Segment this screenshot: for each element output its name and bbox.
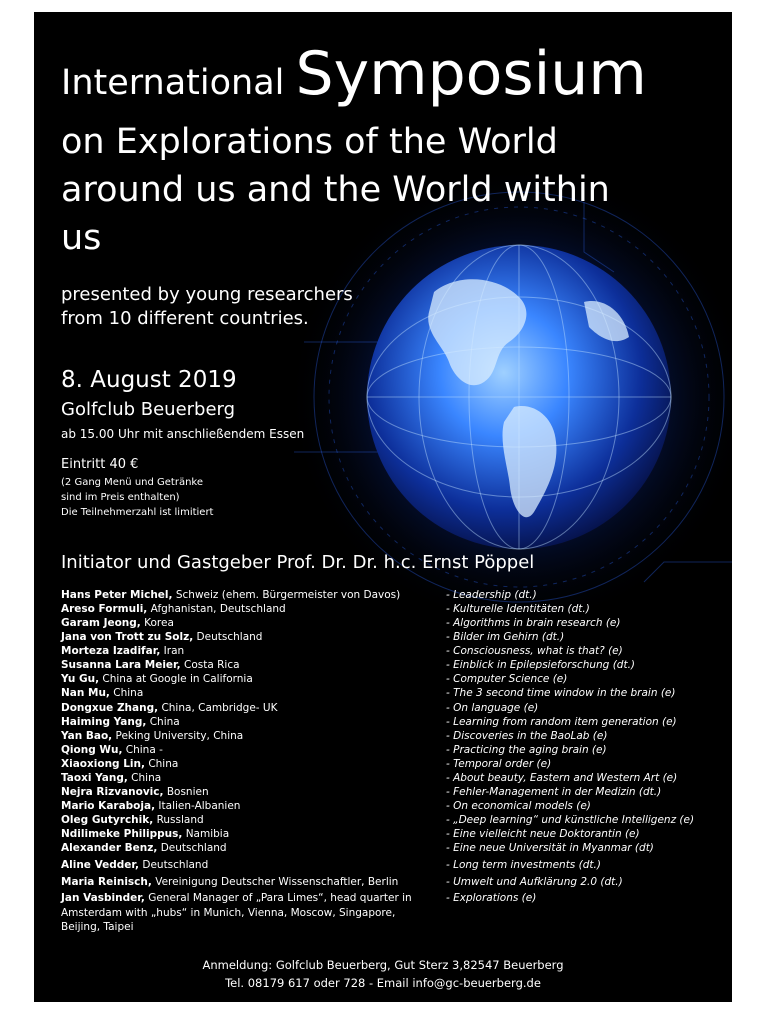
speaker-row <box>61 602 286 616</box>
speaker-name: Jana von Trott zu Solz, <box>61 631 194 643</box>
speaker-name: Garam Jeong, <box>61 617 141 629</box>
speaker-origin: Costa Rica <box>180 659 240 671</box>
speaker-row <box>61 875 398 889</box>
speaker-row <box>61 672 253 686</box>
footer-registration: Anmeldung: Golfclub Beuerberg, Gut Sterz 3,82547 Beuerberg <box>202 958 564 972</box>
fee-note-1: (2 Gang Menü und Getränke <box>61 477 204 488</box>
speaker-row <box>61 813 204 827</box>
speaker-name: Haiming Yang, <box>61 716 147 728</box>
speaker-name: Mario Karaboja, <box>61 800 156 812</box>
speaker-row <box>61 701 278 715</box>
speaker-origin: Peking University, China <box>112 730 244 742</box>
speaker-topic: - Leadership (dt.) <box>446 589 537 601</box>
speaker-name: Yan Bao, <box>61 730 113 742</box>
speaker-topic: - On language (e) <box>446 702 539 714</box>
speaker-origin: China <box>127 772 162 784</box>
fee-note-3: Die Teilnehmerzahl ist limitiert <box>61 507 214 518</box>
speaker-origin: Afghanistan, Deutschland <box>147 603 286 615</box>
speaker-row <box>61 715 180 729</box>
subtitle-line-1: presented by young researchers <box>61 284 353 305</box>
speaker-topic: - About beauty, Eastern and Western Art (e) <box>446 772 678 784</box>
speaker-origin: Iran <box>160 645 185 657</box>
footer-contact: Tel. 08179 617 oder 728 - Email info@gc-beuerberg.de <box>225 976 541 990</box>
speaker-name: Dongxue Zhang, <box>61 702 159 714</box>
speaker-topic: - Fehler-Management in der Medizin (dt.) <box>446 786 662 798</box>
speaker-name: Susanna Lara Meier, <box>61 659 181 671</box>
speaker-row <box>61 757 178 771</box>
event-date: 8. August 2019 <box>61 367 237 393</box>
speaker-topic: - Practicing the aging brain (e) <box>446 744 607 756</box>
speaker-name: Ndilimeke Philippus, <box>61 828 183 840</box>
speaker-topic: - Computer Science (e) <box>446 673 568 685</box>
speaker-origin: Schweiz (ehem. Bürgermeister von Davos) <box>172 589 401 601</box>
speaker-topic: - Discoveries in the BaoLab (e) <box>446 730 608 742</box>
speaker-origin: Deutschland <box>139 859 209 871</box>
speaker-origin: Namibia <box>182 828 230 840</box>
speaker-row <box>61 686 143 700</box>
speaker-row <box>61 799 240 813</box>
initiator-line: Initiator und Gastgeber Prof. Dr. Dr. h.c. Ernst Pöppel <box>61 552 535 573</box>
speaker-row <box>61 743 163 757</box>
speaker-topic: - On economical models (e) <box>446 800 591 812</box>
speaker-row <box>61 658 240 672</box>
speaker-name: Nejra Rizvanovic, <box>61 786 164 798</box>
speaker-topic: - Eine neue Universität in Myanmar (dt) <box>446 842 654 854</box>
speaker-origin: Russland <box>153 814 204 826</box>
speaker-topic: - Einblick in Epilepsieforschung (dt.) <box>446 659 635 671</box>
speaker-name: Alexander Benz, <box>61 842 158 854</box>
speaker-row <box>61 771 161 785</box>
event-time: ab 15.00 Uhr mit anschließendem Essen <box>61 427 305 441</box>
title-highlight: Symposium <box>295 39 647 109</box>
speaker-topic: - Learning from random item generation (e) <box>446 716 677 728</box>
speaker-topic: - Temporal order (e) <box>446 758 552 770</box>
speaker-topic: - Bilder im Gehirn (dt.) <box>446 631 565 643</box>
speaker-name: Areso Formuli, <box>61 603 148 615</box>
speaker-row <box>61 588 400 602</box>
speaker-topic: - The 3 second time window in the brain (e) <box>446 687 676 699</box>
speaker-origin: Deutschland <box>193 631 263 643</box>
speaker-origin: Vereinigung Deutscher Wissenschaftler, Berlin <box>151 876 399 888</box>
speaker-topic: - Eine vielleicht neue Doktorantin (e) <box>446 828 640 840</box>
speaker-name: Taoxi Yang, <box>61 772 128 784</box>
speaker-topic: - Consciousness, what is that? (e) <box>446 645 623 657</box>
speaker-name: Oleg Gutyrchik, <box>61 814 154 826</box>
speaker-origin: China, Cambridge- UK <box>158 702 278 714</box>
poster <box>34 12 732 1002</box>
title-prefix: International <box>61 63 285 103</box>
speaker-row <box>61 729 243 743</box>
subtitle-line-2: from 10 different countries. <box>61 308 309 329</box>
speaker-topic: - Kulturelle Identitäten (dt.) <box>446 603 590 615</box>
speaker-topic: - Algorithms in brain research (e) <box>446 617 621 629</box>
speaker-origin: China - <box>122 744 163 756</box>
speaker-name: Maria Reinisch, <box>61 876 152 888</box>
speaker-origin: General Manager of „Para Limes“, head quarter in Amsterdam with „hubs“ in Munich, Vienna, Moscow, Singapore, Beijing, Taipei <box>61 892 412 933</box>
title-line-1 <box>61 39 647 109</box>
event-venue: Golfclub Beuerberg <box>61 399 236 420</box>
speaker-topic: - Long term investments (dt.) <box>446 859 601 871</box>
speaker-origin: China <box>144 758 179 770</box>
speaker-row <box>61 616 174 630</box>
speaker-origin: Bosnien <box>163 786 209 798</box>
speaker-row <box>61 785 209 799</box>
speaker-topic: - Umwelt und Aufklärung 2.0 (dt.) <box>446 876 623 888</box>
speaker-topic: - Explorations (e) <box>446 892 537 904</box>
speaker-origin: China <box>109 687 144 699</box>
last-speaker <box>61 891 431 935</box>
speaker-origin: Deutschland <box>157 842 227 854</box>
speaker-row <box>61 858 208 872</box>
speaker-origin: Italien-Albanien <box>155 800 241 812</box>
title-line-2: on Explorations of the World around us and the World within us <box>61 122 610 258</box>
speaker-name: Jan Vasbinder, <box>61 892 145 904</box>
speaker-name: Hans Peter Michel, <box>61 589 173 601</box>
speaker-name: Qiong Wu, <box>61 744 123 756</box>
speaker-name: Aline Vedder, <box>61 859 140 871</box>
speaker-origin: China at Google in California <box>99 673 253 685</box>
speaker-name: Nan Mu, <box>61 687 110 699</box>
speaker-row <box>61 644 184 658</box>
speaker-name: Yu Gu, <box>61 673 100 685</box>
speaker-row <box>61 827 229 841</box>
speaker-row <box>61 841 227 855</box>
speaker-origin: Korea <box>140 617 174 629</box>
speaker-name: Xiaoxiong Lin, <box>61 758 145 770</box>
speaker-origin: China <box>146 716 180 728</box>
fee-note-2: sind im Preis enthalten) <box>61 492 180 503</box>
event-fee: Eintritt 40 € <box>61 457 139 472</box>
speaker-name: Morteza Izadifar, <box>61 645 161 657</box>
speaker-topic: - „Deep learning“ und künstliche Intelligenz (e) <box>446 814 695 826</box>
speaker-row <box>61 630 262 644</box>
